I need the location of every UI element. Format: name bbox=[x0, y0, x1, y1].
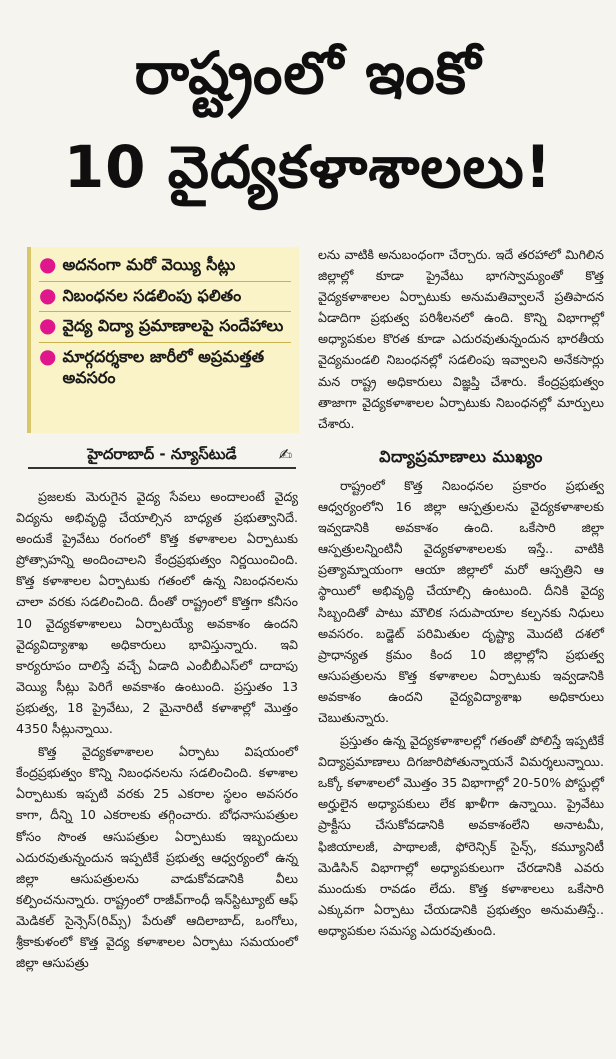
highlight-text: వైద్య విద్యా ప్రమాణాలపై సందేహాలు bbox=[62, 316, 284, 336]
highlight-text: నిబంధనల సడలింపు ఫలితం bbox=[62, 285, 242, 305]
pen-icon: ✍ bbox=[278, 445, 292, 464]
highlight-text: మార్గదర్శకాల జారీలో అప్రమత్తత అవసరం bbox=[62, 346, 265, 388]
highlight-item bbox=[39, 315, 291, 337]
divider bbox=[39, 342, 291, 343]
article-paragraph: ప్రస్తుతం ఉన్న వైద్యకళాశాలల్లో గతంతో పోలిస్తే ఇప్పటికే విద్యాప్రమాణాలు దిగజారిపోతున్నాయనే విమర్శలున్నాయి. ఒక్కో కళాశాలలో మొత్తం 35 విభాగాల్లో 20-50% పోస్టుల్లో అర్హులైన అధ్యాపకులు లేక ఖాళీగా ఉన్నాయి. ప్రైవేటు ప్రాక్టీసు చేసుకోవడానికి అవకాశంలేని అనాటమీ, ఫిజియాలజీ, పాథాలజీ, ఫోరెన్సిక్ సైన్స్, కమ్యూనిటీ మెడిసిన్ విభాగాల్లో అధ్యాపకులుగా చేరడానికి ఎవరు ముందుకు రావడం లేదు. కొత్త కళాశాలలు ఒకేసారి ఎక్కువగా ఏర్పాటు చేయడానికి ప్రభుత్వం అనుమతిస్తే.. అధ్యాపకుల సమస్య ఎదురవుతుంది. bbox=[318, 733, 604, 938]
divider bbox=[39, 281, 291, 282]
highlight-item bbox=[39, 343, 291, 389]
article-column-right bbox=[318, 244, 604, 943]
bullet-icon: ● bbox=[39, 313, 57, 338]
article-column-left bbox=[16, 486, 298, 975]
article-paragraph: ప్రజలకు మెరుగైన వైద్య సేవలు అందాలంటే వైద్య విద్యను అభివృద్ధి చేయాల్సిన బాధ్యత ప్రభుత్వానిదే. అందుకే ప్రైవేటు రంగంలో కొత్త కళాశాలల ఏర్పాటుకు ప్రోత్సాహన్ని అందించాలని కేంద్రప్రభుత్వం నిర్ణయించింది. కొత్త కళాశాలల ఏర్పాటుకు గతంలో ఉన్న నిబంధనలను చాలా వరకు సడలించింది. దీంతో రాష్ట్రంలో కొత్తగా కనీసం 10 వైద్యకళాశాలలు ఏర్పాటయ్యే అవకాశం ఉందని వైద్యవిద్యాశాఖ అధికారులు భావిస్తున్నారు. ఇవి కార్యరూపం దాలిస్తే వచ్చే ఏడాది ఎంబీబీఎస్‌లో దాదాపు వెయ్యి సీట్లు పెరిగే అవకాశం ఉంటుంది. ప్రస్తుతం 13 ప్రభుత్వ, 18 ప్రైవేటు, 2 మైనారిటీ కళాశాల్లో మొత్తం 4350 సీట్లున్నాయి. bbox=[16, 489, 298, 737]
bullet-icon: ● bbox=[39, 282, 57, 307]
highlight-item bbox=[39, 254, 291, 276]
article-paragraph: కొత్త వైద్యకళాశాలల ఏర్పాటు విషయంలో కేంద్రప్రభుత్వం కొన్ని నిబంధనలను సడలించింది. కళాశాల ఏర్పాటుకు ఇప్పటి వరకు 25 ఎకరాల స్థలం అవసరం కాగా, దీన్ని 10 ఎకరాలకు తగ్గించారు. బోధనాసుపత్రుల కోసం సొంత ఆసుపత్రుల ఏర్పాటుకు ఇబ్బందులు ఎదురవుతున్నందున ఇప్పటికే ప్రభుత్వ ఆధ్వర్యంలో ఉన్న జిల్లా ఆసుపత్రులను వాడుకోవడానికి వీలు కల్పించనున్నారు. రాష్ట్రంలో రాజీవ్‌గాంధీ ఇన్‌స్టిట్యూట్ ఆఫ్ మెడికల్ సైన్సెస్(రిమ్స్) పేరుతో ఆదిలాబాద్, ఒంగోలు, శ్రీకాకుళంలో కొత్త వైద్య కళాశాలల ఏర్పాటు సమయంలో జిల్లా ఆసుపత్రు bbox=[16, 744, 298, 971]
bullet-icon: ● bbox=[39, 252, 57, 276]
byline bbox=[28, 445, 296, 469]
highlight-item bbox=[39, 282, 291, 307]
highlights-box bbox=[27, 247, 299, 433]
bullet-icon: ● bbox=[39, 343, 57, 368]
headline-line-2: 10 వైద్యకళాశాలలు! bbox=[63, 133, 553, 201]
divider bbox=[39, 311, 291, 312]
article-paragraph: లను వాటికి అనుబంధంగా చేర్చారు. ఇదే తరహాలో మిగిలిన జిల్లాల్లో కూడా ప్రైవేటు భాగస్వామ్యంతో కొత్త వైద్యకళాశాలల ఏర్పాటుకు అనుమతివ్వాలనే ప్రతిపాదన ఏడాదిగా ప్రభుత్వ పరిశీలనలో ఉంది. కొన్ని విభాగాల్లో అధ్యాపకుల కొరత కూడా ఎదురవుతున్నందున భారతీయ వైద్యమండలి నిబంధనల్లో సడలింపు ఇవ్వాలని అనేకసార్లు మన రాష్ట్ర అధికారులు విజ్ఞప్తి చేశారు. కేంద్రప్రభుత్వం తాజాగా వైద్యకళాశాలల ఏర్పాటుకు నిబంధనల్లో మార్పులు చేశారు. bbox=[318, 247, 604, 431]
headline-line-1: రాష్ట్రంలో ఇంకో bbox=[134, 39, 482, 107]
byline-text: హైదరాబాద్ - న్యూస్‌టుడే bbox=[87, 445, 237, 463]
article-paragraph: రాష్ట్రంలో కొత్త నిబంధనల ప్రకారం ప్రభుత్వ ఆధ్వర్యంలోని 16 జిల్లా ఆస్పత్రులను వైద్యకళాశాలకు ఇవ్వడానికి అవకాశం ఉంది. ఒకేసారి జిల్లా ఆస్పత్రులన్నింటినీ వైద్యకళాశాలలకు ఇస్తే.. వాటికి ప్రత్యామ్నాయంగా ఆయా జిల్లాలో మరో ఆస్పత్రిని ఆ స్థాయిలో అభివృద్ధి చేయాల్సి ఉంటుంది. దీనికి వైద్య సిబ్బందితో పాటు మౌలిక సదుపాయాల కల్పనకు నిధులు అవసరం. బడ్జెట్ పరిమితుల దృష్ట్యా మొదటి దశలో ప్రాధాన్యత క్రమం కింద 10 జిల్లాల్లోని ప్రభుత్వ ఆసుపత్రులను కొత్త కళాశాలల ఏర్పాటుకు ఇవ్వడానికి అవకాశం ఉందని వైద్యవిద్యాశాఖ అధికారులు చెబుతున్నారు. bbox=[318, 477, 604, 725]
subheading: విద్యాప్రమాణాలు ముఖ్యం bbox=[379, 446, 543, 466]
highlight-text: అదనంగా మరో వెయ్యి సీట్లు bbox=[62, 255, 236, 274]
